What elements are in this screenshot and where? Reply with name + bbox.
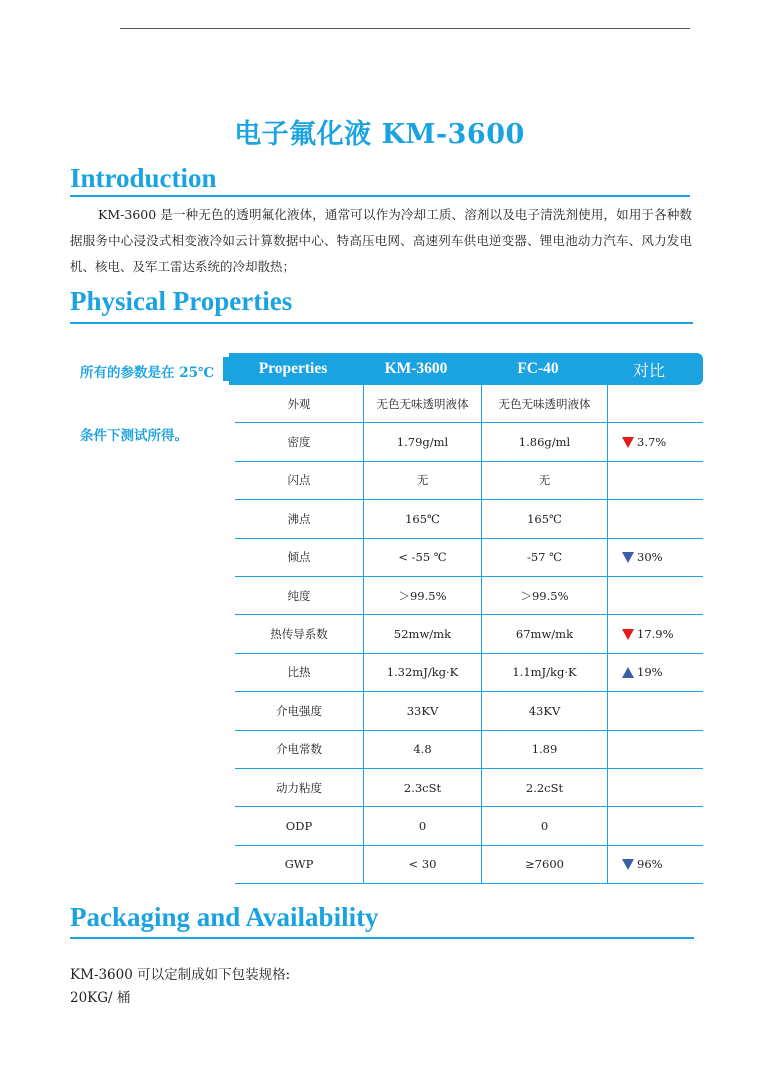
table-row: [235, 385, 703, 423]
packaging-heading: Packaging and Availability: [70, 902, 379, 932]
properties-table: [235, 353, 703, 884]
compare-value-text: 19%: [637, 665, 663, 680]
km3600-value-cell: [363, 807, 481, 844]
property-name-cell-text: 比热: [287, 665, 311, 680]
fc40-value-cell-text: ＞99.5%: [520, 588, 569, 603]
compare-value-text: 17.9%: [637, 627, 674, 642]
top-rule: [120, 28, 690, 29]
km3600-value-cell-text: 2.3cSt: [403, 780, 442, 795]
compare-value-text: 3.7%: [637, 435, 667, 450]
up-triangle-icon: [622, 667, 634, 678]
compare-cell: [607, 462, 703, 499]
km3600-value-cell: [363, 731, 481, 768]
km3600-value-cell-text: 1.32mJ/kg·K: [386, 665, 459, 680]
down-triangle-icon: [622, 552, 634, 563]
table-row: [235, 769, 703, 807]
property-name-cell-text: 闪点: [287, 473, 311, 488]
fc40-value-cell-text: 无: [538, 473, 551, 488]
km3600-value-cell: [363, 692, 481, 729]
compare-cell: [607, 385, 703, 422]
property-name-cell-text: 介电强度: [276, 703, 322, 718]
compare-cell: [607, 577, 703, 614]
fc40-value-cell: [481, 423, 607, 460]
header-compare: 对比: [632, 360, 665, 380]
down-triangle-icon: [622, 437, 634, 448]
fc40-value-cell-text: 43KV: [528, 703, 561, 718]
fc40-value-cell: [481, 846, 607, 883]
property-name-cell: [235, 500, 363, 537]
km3600-value-cell-text: ＞99.5%: [398, 588, 447, 603]
km3600-value-cell-text: 52mw/mk: [393, 627, 452, 642]
property-name-cell: [235, 654, 363, 691]
fc40-value-cell-text: 1.86g/ml: [518, 435, 571, 450]
km3600-value-cell-text: 165℃: [405, 511, 440, 526]
fc40-value-cell-text: ≥7600: [525, 857, 564, 872]
km3600-value-cell-text: 1.79g/ml: [396, 435, 449, 450]
km3600-value-cell: [363, 577, 481, 614]
table-body: [235, 385, 703, 884]
property-name-cell: [235, 462, 363, 499]
compare-cell: [607, 423, 703, 460]
fc40-value-cell: [481, 500, 607, 537]
property-name-cell: [235, 539, 363, 576]
property-name-cell: [235, 769, 363, 806]
compare-value-text: 96%: [637, 857, 663, 872]
table-row: [235, 539, 703, 577]
km3600-value-cell: [363, 500, 481, 537]
table-row: [235, 577, 703, 615]
km3600-value-cell-text: 无: [416, 473, 429, 488]
packaging-line1: KM-3600 可以定制成如下包装规格:: [70, 967, 291, 983]
fc40-value-cell-text: 165℃: [527, 511, 562, 526]
physical-properties-heading: Physical Properties: [70, 286, 293, 316]
fc40-value-cell: [481, 807, 607, 844]
compare-cell: [607, 769, 703, 806]
header-km3600: KM-3600: [384, 360, 448, 377]
km3600-value-cell: [363, 615, 481, 652]
compare-cell: [607, 846, 703, 883]
introduction-text: KM-3600 是一种无色的透明氟化液体，通常可以作为冷却工质、溶剂以及电子清洗剂使用，如用于各种数据服务中心浸没式相变液冷如云计算数据中心、特高压电网、高速列车供电逆变器、锂电池动力汽车、风力发电机、核电、及军工雷达系统的冷却散热；: [70, 207, 692, 274]
header-fc40: FC-40: [517, 360, 559, 377]
property-name-cell: [235, 807, 363, 844]
fc40-value-cell: [481, 615, 607, 652]
packaging-line2: 20KG/ 桶: [70, 990, 131, 1006]
property-name-cell-text: 纯度: [287, 588, 311, 603]
down-triangle-icon: [622, 629, 634, 640]
compare-cell: [607, 539, 703, 576]
property-name-cell: [235, 615, 363, 652]
table-header: [229, 353, 703, 385]
table-row: [235, 846, 703, 884]
property-name-cell-text: 外观: [287, 396, 311, 411]
fc40-value-cell: [481, 385, 607, 422]
fc40-value-cell-text: 1.89: [531, 742, 558, 757]
table-row: [235, 731, 703, 769]
table-row: [235, 692, 703, 730]
compare-cell: [607, 500, 703, 537]
fc40-value-cell: [481, 654, 607, 691]
compare-cell: [607, 654, 703, 691]
fc40-value-cell-text: 1.1mJ/kg·K: [512, 665, 577, 680]
fc40-value-cell-text: 0: [540, 818, 549, 833]
km3600-value-cell: [363, 462, 481, 499]
compare-cell: [607, 615, 703, 652]
fc40-value-cell: [481, 731, 607, 768]
table-row: [235, 423, 703, 461]
test-condition-note-line1: 所有的参数是在 25℃: [80, 365, 215, 381]
compare-cell: [607, 807, 703, 844]
introduction-heading: Introduction: [70, 163, 217, 193]
packaging-rule: [70, 937, 694, 939]
property-name-cell-text: ODP: [285, 818, 313, 833]
property-name-cell: [235, 731, 363, 768]
fc40-value-cell-text: 67mw/mk: [515, 627, 574, 642]
km3600-value-cell-text: < -55 ℃: [398, 550, 447, 565]
fc40-value-cell: [481, 769, 607, 806]
km3600-value-cell-text: 无色无味透明液体: [376, 396, 469, 411]
km3600-value-cell: [363, 769, 481, 806]
property-name-cell-text: 动力粘度: [276, 780, 322, 795]
table-row: [235, 615, 703, 653]
fc40-value-cell-text: 无色无味透明液体: [498, 396, 591, 411]
table-row: [235, 654, 703, 692]
property-name-cell-text: 介电常数: [276, 742, 322, 757]
property-name-cell-text: 密度: [287, 435, 311, 450]
km3600-value-cell: [363, 539, 481, 576]
header-properties: Properties: [258, 360, 328, 377]
km3600-value-cell: [363, 423, 481, 460]
fc40-value-cell: [481, 462, 607, 499]
km3600-value-cell: [363, 385, 481, 422]
km3600-value-cell-text: < 30: [408, 857, 437, 872]
table-row: [235, 462, 703, 500]
fc40-value-cell-text: -57 ℃: [526, 550, 563, 565]
property-name-cell: [235, 692, 363, 729]
km3600-value-cell: [363, 654, 481, 691]
compare-cell: [607, 731, 703, 768]
fc40-value-cell-text: 2.2cSt: [525, 780, 564, 795]
table-row: [235, 500, 703, 538]
introduction-rule: [70, 195, 690, 197]
property-name-cell-text: 倾点: [287, 550, 311, 565]
compare-cell: [607, 692, 703, 729]
property-name-cell: [235, 385, 363, 422]
table-row: [235, 807, 703, 845]
property-name-cell-text: GWP: [284, 857, 314, 872]
property-name-cell-text: 沸点: [287, 511, 311, 526]
property-name-cell-text: 热传导系数: [270, 627, 328, 642]
km3600-value-cell-text: 33KV: [406, 703, 439, 718]
property-name-cell: [235, 423, 363, 460]
test-condition-note-line2: 条件下测试所得。: [80, 428, 188, 444]
fc40-value-cell: [481, 539, 607, 576]
property-name-cell: [235, 577, 363, 614]
fc40-value-cell: [481, 692, 607, 729]
fc40-value-cell: [481, 577, 607, 614]
km3600-value-cell-text: 0: [418, 818, 427, 833]
property-name-cell: [235, 846, 363, 883]
document-title: 电子氟化液 KM-3600: [234, 119, 525, 150]
compare-value-text: 30%: [637, 550, 663, 565]
km3600-value-cell: [363, 846, 481, 883]
km3600-value-cell-text: 4.8: [413, 742, 432, 757]
physical-properties-rule: [70, 322, 693, 324]
down-triangle-icon: [622, 859, 634, 870]
